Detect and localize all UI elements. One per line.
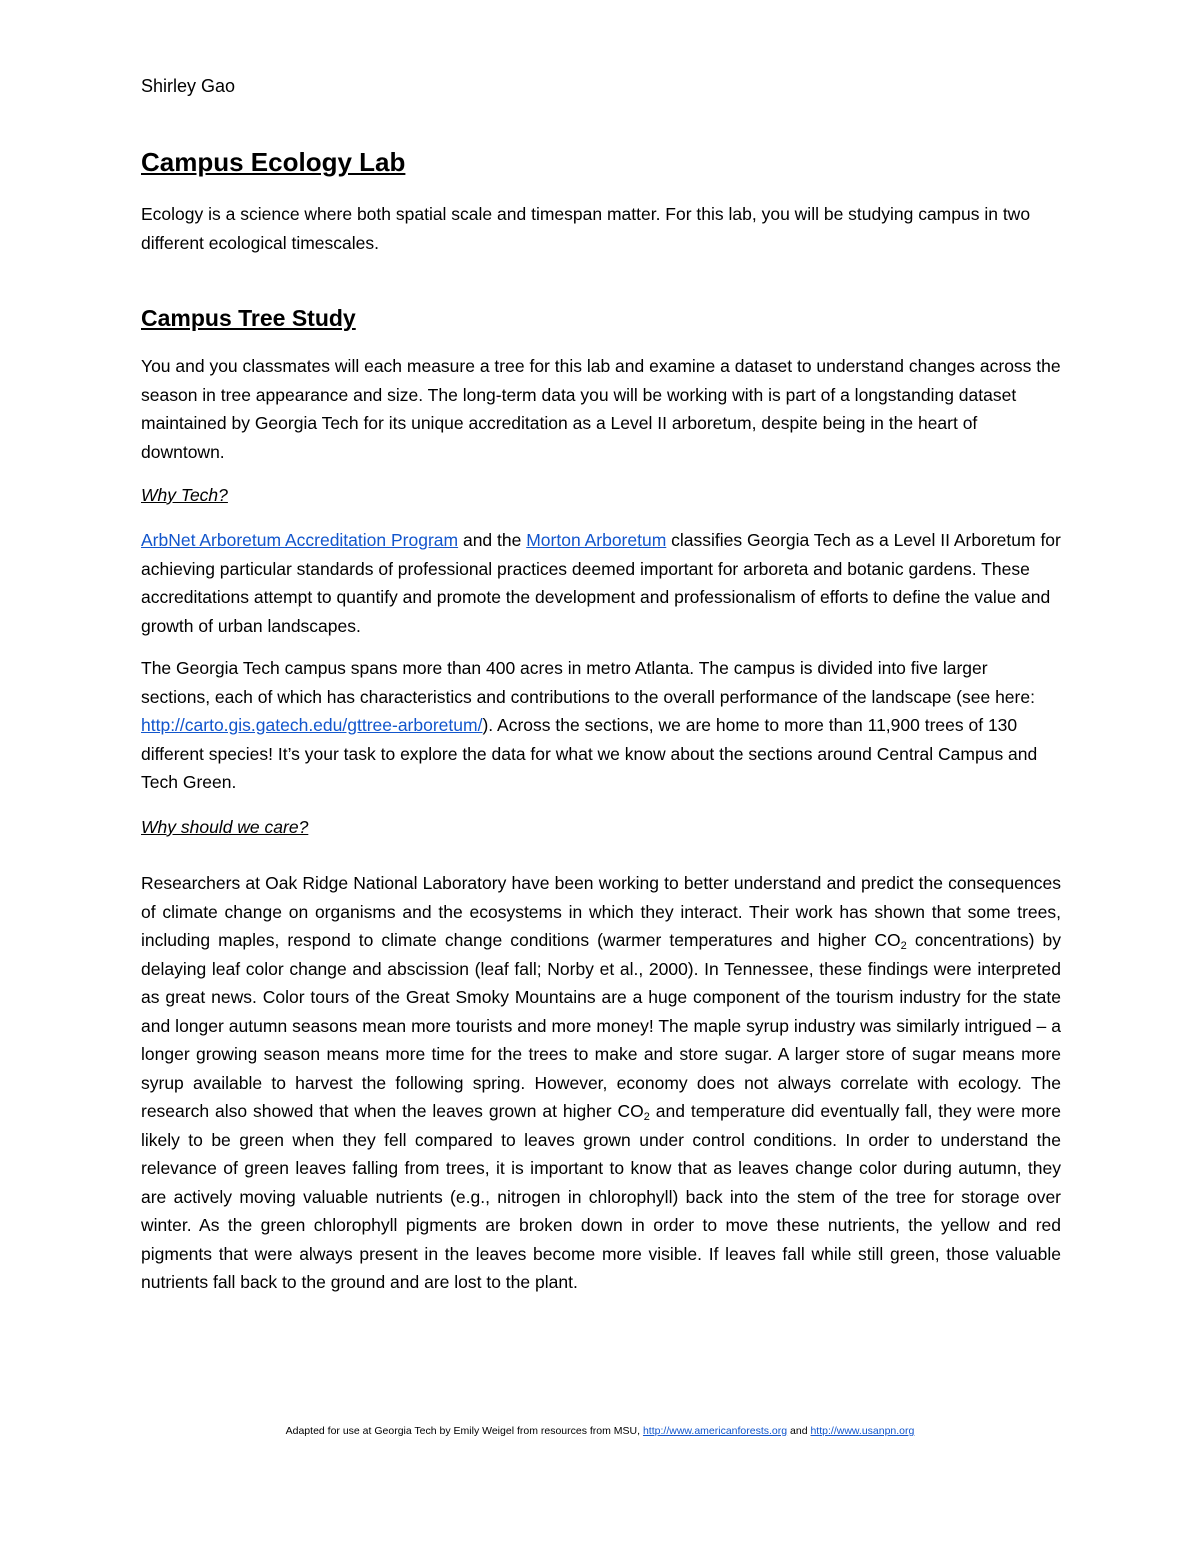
accreditation-text-1: and the	[458, 530, 527, 550]
author-name: Shirley Gao	[141, 76, 236, 96]
intro-paragraph: Ecology is a science where both spatial scale and timespan matter. For this lab, you will be studying campus in two different ecological timescales.	[141, 204, 1031, 253]
co2-subscript-1: 2	[900, 940, 907, 952]
campus-paragraph	[141, 654, 1061, 797]
campus-text-2: ). Across the sections, we are home to more than 11,900 trees of 130 different species! It’s your task to explore the data for what we know about the sections around Central Campus and Tech Green.	[141, 715, 1038, 792]
co2-subscript-2: 2	[643, 1111, 650, 1123]
footer-text-1: Adapted for use at Georgia Tech by Emily Weigel from resources from MSU,	[285, 1425, 643, 1437]
accreditation-paragraph	[141, 526, 1061, 640]
why-tech-heading	[141, 481, 1061, 510]
footer-text-2: and	[787, 1425, 811, 1437]
arbnet-link[interactable]: ArbNet Arboretum Accreditation Program	[141, 530, 459, 550]
arboretum-map-link[interactable]: http://carto.gis.gatech.edu/gttree-arboretum/	[141, 715, 483, 735]
research-text-1: Researchers at Oak Ridge National Laboratory have been working to better understand and predict the consequences of climate change on organisms and the ecosystems in which they interact. Their work has shown that some trees, including maples, respond to climate change conditions (warmer temperatures and higher CO	[141, 873, 1061, 950]
why-tech-label: Why Tech?	[141, 485, 228, 505]
study-paragraph: You and you classmates will each measure a tree for this lab and examine a dataset to understand changes across the season in tree appearance and size. The long-term data you will be working with is part of a longstanding dataset maintained by Georgia Tech for its unique accreditation as a Level II arboretum, despite being in the heart of downtown.	[141, 356, 1061, 462]
page-footer	[0, 1424, 1200, 1438]
morton-arboretum-link[interactable]: Morton Arboretum	[526, 530, 667, 550]
why-care-label: Why should we care?	[141, 817, 309, 837]
page-title: Campus Ecology Lab	[141, 147, 406, 177]
research-text-3: and temperature did eventually fall, they were more likely to be green when they fell compared to leaves grown under control conditions. In order to understand the relevance of green leaves falling from trees, it is important to know that as leaves change color during autumn, they are actively moving valuable nutrients (e.g., nitrogen in chlorophyll) back into the stem of the tree for storage over winter. As the green chlorophyll pigments are broken down in order to move these nutrients, the yellow and red pigments that were always present in the leaves become more visible. If leaves fall while still green, those valuable nutrients fall back to the ground and are lost to the plant.	[141, 1101, 1061, 1292]
why-care-heading	[141, 813, 1061, 842]
campus-text-1: The Georgia Tech campus spans more than 400 acres in metro Atlanta. The campus is divided into five larger sections, each of which has characteristics and contributions to the overall performance of the landscape (see here:	[141, 658, 1035, 707]
americanforests-link[interactable]: http://www.americanforests.org	[642, 1425, 788, 1437]
research-text-2: concentrations) by delaying leaf color change and abscission (leaf fall; Norby et al., 2000). In Tennessee, these findings were interpreted as great news. Color tours of the Great Smoky Mountains are a huge component of the tourism industry for the state and longer autumn seasons mean more tourists and more money! The maple syrup industry was similarly intrigued – a longer growing season means more time for the trees to make and store sugar. A larger store of sugar means more syrup available to harvest the following spring. However, economy does not always correlate with ecology. The research also showed that when the leaves grown at higher CO	[141, 930, 1061, 1121]
usanpn-link[interactable]: http://www.usanpn.org	[810, 1425, 915, 1437]
accreditation-text-2: classifies Georgia Tech as a Level II Arboretum for achieving particular standards of professional practices deemed important for arboreta and botanic gardens. These accreditations attempt to quantify and promote the development and professionalism of efforts to define the value and growth of urban landscapes.	[141, 530, 1061, 636]
research-paragraph	[141, 869, 1061, 1297]
section-heading: Campus Tree Study	[141, 305, 356, 331]
